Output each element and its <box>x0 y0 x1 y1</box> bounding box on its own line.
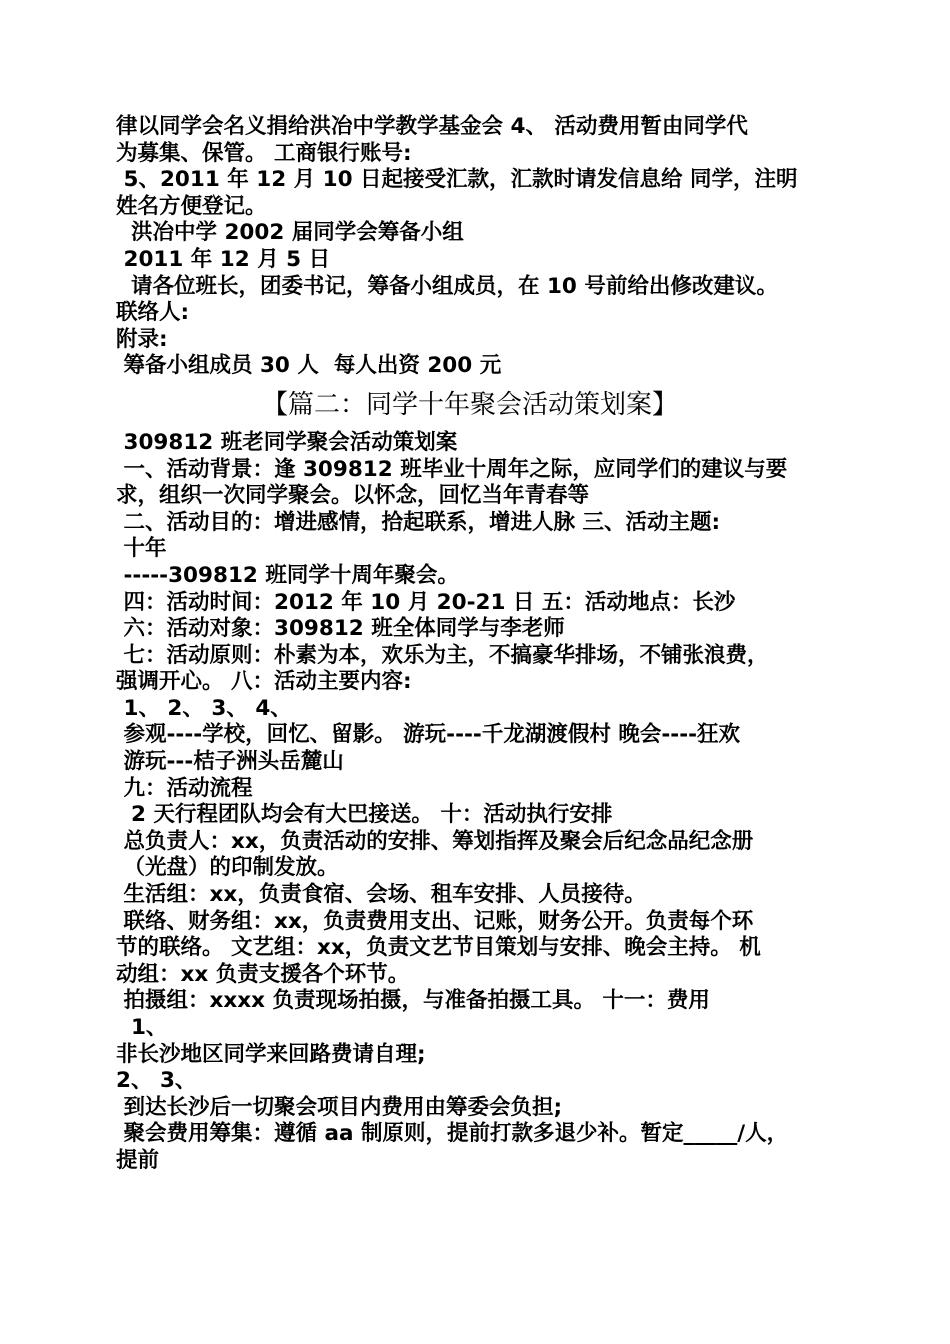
text-line: （光盘）的印制发放。 <box>116 855 339 881</box>
document-body <box>116 114 836 1175</box>
text-line: 二、活动目的：增进感情，拾起联系，增进人脉 三、活动主题: <box>116 509 721 535</box>
text-line: 姓名方便登记。 <box>116 193 267 219</box>
spacer <box>116 380 836 388</box>
spacer <box>116 422 836 430</box>
text-line: 律以同学会名义捐给洪冶中学教学基金会 4、 活动费用暂由同学代 <box>116 114 748 139</box>
text-line: 2011 年 12 月 5 日 <box>116 246 331 272</box>
text-line: 一、活动背景：逢 309812 班毕业十周年之际，应同学们的建议与要 <box>116 456 788 482</box>
text-line: 十年 <box>116 536 167 562</box>
text-line: 九：活动流程 <box>116 775 253 801</box>
text-line: 附录: <box>116 326 168 352</box>
text-line: 节的联络。 文艺组：xx，负责文艺节目策划与安排、晚会主持。 机 <box>116 935 761 961</box>
section-title: 【篇二：同学十年聚会活动策划案】 <box>261 389 678 420</box>
section-part2 <box>116 430 836 1175</box>
text-line: 强调开心。 八：活动主要内容: <box>116 669 412 695</box>
text-line: 拍摄组：xxxx 负责现场拍摄，与准备拍摄工具。 十一：费用 <box>116 988 710 1014</box>
text-line: 2、 3、 <box>116 1068 197 1094</box>
text-line: 提前 <box>116 1147 160 1173</box>
text-line: 总负责人：xx，负责活动的安排、筹划指挥及聚会后纪念品纪念册 <box>116 828 754 854</box>
text-line: 动组：xx 负责支援各个环节。 <box>116 961 410 987</box>
text-line: 筹备小组成员 30 人 每人出资 200 元 <box>116 353 502 379</box>
text-line: 请各位班长，团委书记，筹备小组成员，在 10 号前给出修改建议。 <box>116 273 778 299</box>
text-line: 到达长沙后一切聚会项目内费用由筹委会负担; <box>116 1094 563 1120</box>
text-line: -----309812 班同学十周年聚会。 <box>116 562 459 588</box>
text-line: 求，组织一次同学聚会。以怀念，回忆当年青春等 <box>116 483 590 509</box>
text-line: 聚会费用筹集：遵循 aa 制原则，提前打款多退少补。暂定_____/人， <box>116 1121 789 1147</box>
text-line: 5、2011 年 12 月 10 日起接受汇款，汇款时请发信息给 同学，注明 <box>116 167 798 193</box>
text-line: 2 天行程团队均会有大巴接送。 十：活动执行安排 <box>116 802 613 828</box>
text-line: 309812 班老同学聚会活动策划案 <box>116 429 458 455</box>
text-line: 联络、财务组：xx，负责费用支出、记账，财务公开。负责每个环 <box>116 908 754 934</box>
text-line: 生活组：xx，负责食宿、会场、租车安排、人员接待。 <box>116 882 646 908</box>
text-line: 洪冶中学 2002 届同学会筹备小组 <box>116 220 464 246</box>
section-part1 <box>116 114 836 380</box>
text-line: 1、 <box>116 1015 168 1040</box>
text-line: 1、 2、 3、 4、 <box>116 695 292 721</box>
text-line: 联络人: <box>116 300 190 326</box>
text-line: 六：活动对象：309812 班全体同学与李老师 <box>116 616 565 642</box>
text-line: 游玩---桔子洲头岳麓山 <box>116 749 344 775</box>
text-line: 参观----学校，回忆、留影。 游玩----千龙湖渡假村 晚会----狂欢 <box>116 722 741 748</box>
text-line: 为募集、保管。 工商银行账号: <box>116 140 412 166</box>
text-line: 七：活动原则：朴素为本，欢乐为主，不搞豪华排场，不铺张浪费， <box>116 642 769 668</box>
text-line: 四：活动时间：2012 年 10 月 20-21 日 五：活动地点：长沙 <box>116 589 736 615</box>
text-line: 非长沙地区同学来回路费请自理; <box>116 1041 426 1067</box>
